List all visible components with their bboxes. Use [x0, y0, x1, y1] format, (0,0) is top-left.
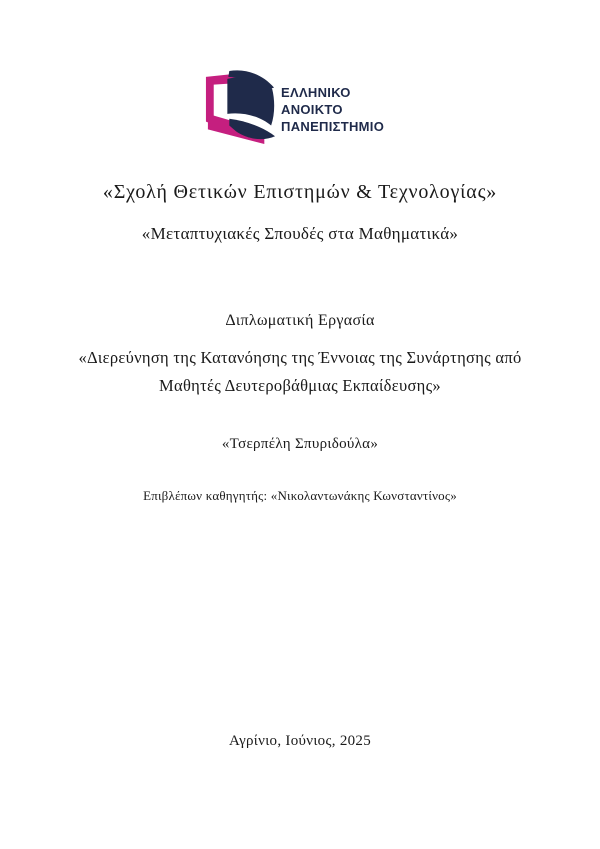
program-title: «Μεταπτυχιακές Σπουδές στα Μαθηματικά» — [141, 224, 459, 243]
supervisor-line: Επιβλέπων καθηγητής: «Νικολαντωνάκης Κωνσταντίνος» — [143, 488, 457, 503]
university-name-line-2: ΑΝΟΙΚΤΟ — [281, 101, 343, 117]
university-name-line-3: ΠΑΝΕΠΙΣΤΗΜΙΟ — [281, 118, 385, 134]
author-name: «Τσερπέλη Σπυριδούλα» — [221, 436, 379, 452]
university-name — [281, 84, 384, 135]
school-title: «Σχολή Θετικών Επιστημών & Τεχνολογίας» — [102, 181, 498, 203]
open-book-logo-icon — [204, 69, 276, 149]
university-logo — [204, 69, 384, 149]
thesis-title-line-1: «Διερεύνηση της Κατανόησης της Έννοιας της Συνάρτησης από — [78, 348, 522, 367]
university-name-line-1: ΕΛΛΗΝΙΚΟ — [281, 84, 351, 100]
thesis-title — [0, 344, 600, 400]
thesis-type-label: Διπλωματική Εργασία — [225, 312, 375, 329]
thesis-title-line-2: Μαθητές Δευτεροβάθμιας Εκπαίδευσης» — [159, 376, 441, 395]
place-and-date: Αγρίνιο, Ιούνιος, 2025 — [228, 733, 372, 749]
